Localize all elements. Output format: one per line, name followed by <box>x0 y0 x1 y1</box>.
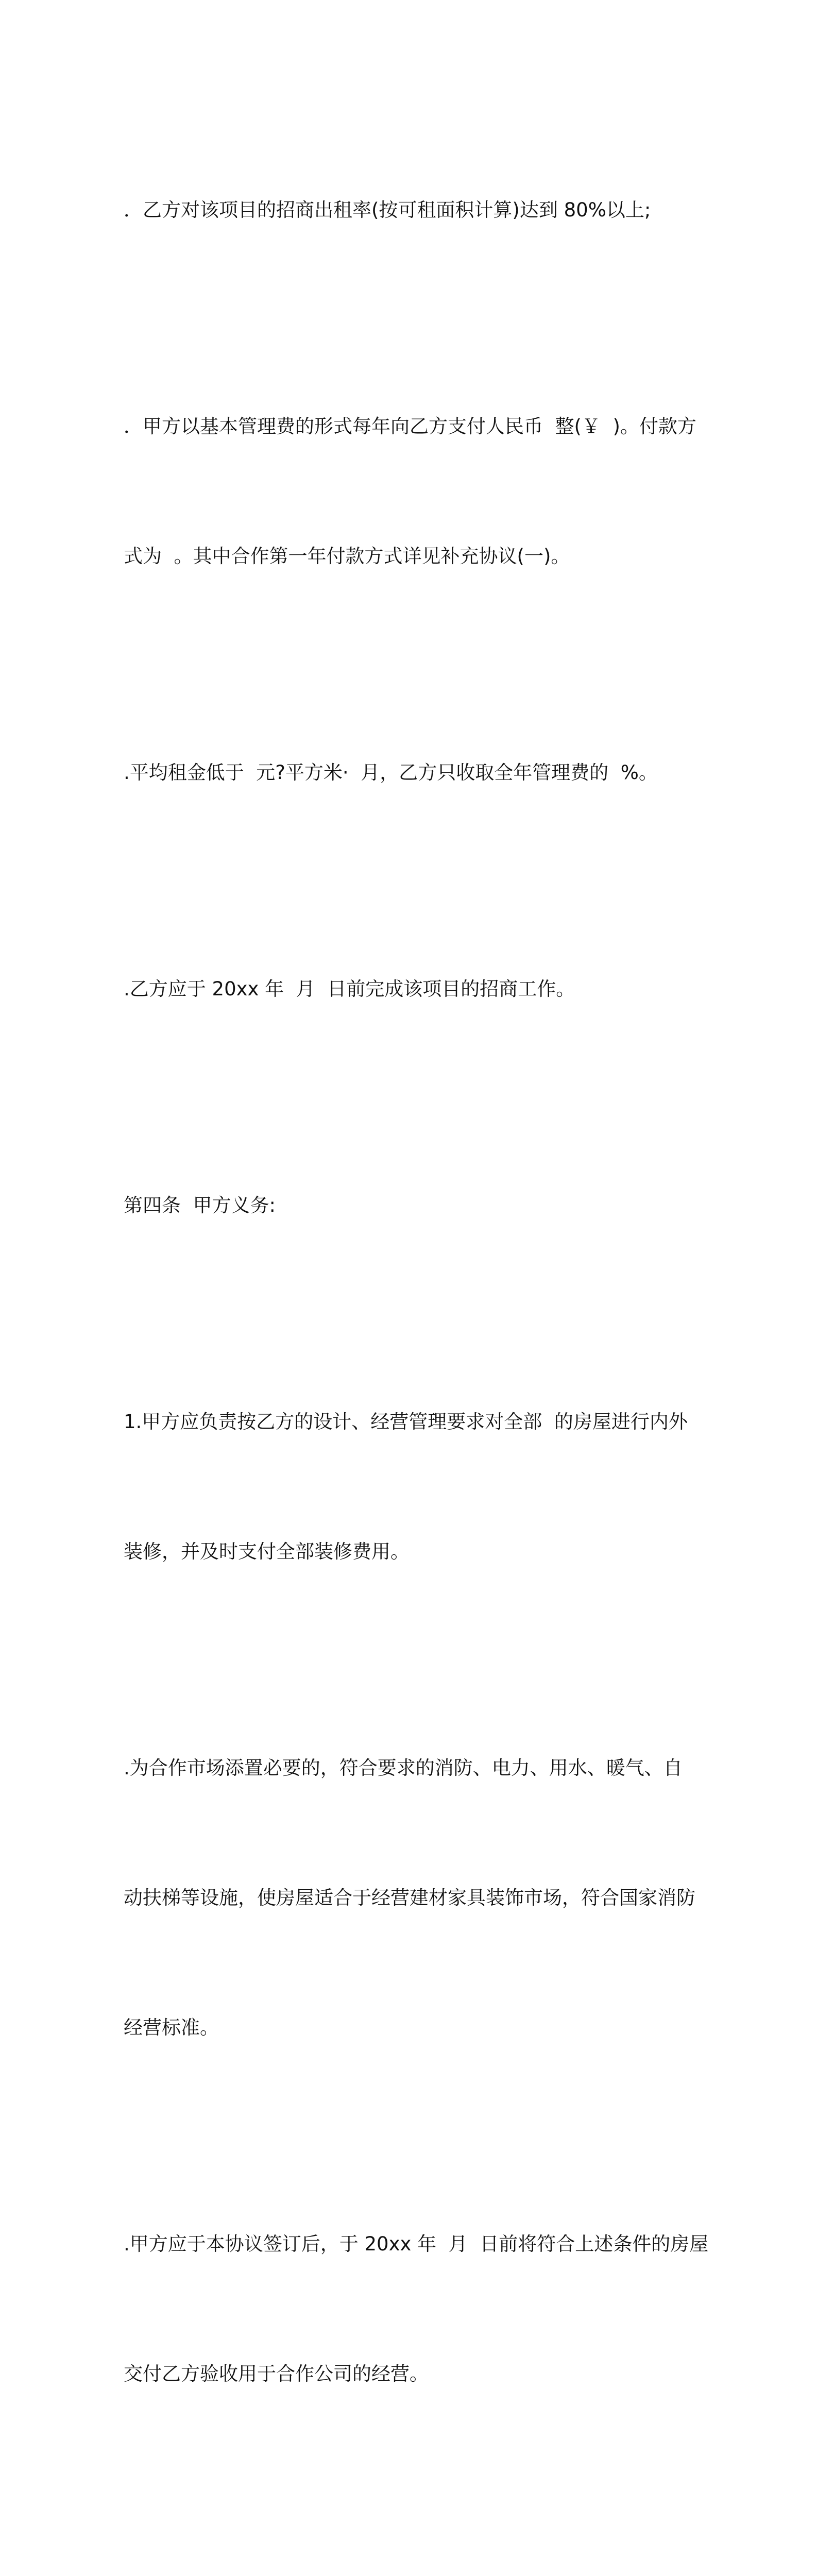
text-line: 1.甲方应负责按乙方的设计、经营管理要求对全部 的房屋进行内外 <box>124 1411 688 1433</box>
paragraph-coordination <box>124 2482 701 2576</box>
paragraph-management-fee <box>124 318 701 665</box>
paragraph-occupancy-rate <box>124 102 701 318</box>
text-line: ．甲方以基本管理费的形式每年向乙方支付人民币 整(￥ )。付款方 <box>124 415 696 437</box>
paragraph-facilities <box>124 1660 701 2136</box>
document-page <box>124 102 709 2576</box>
text-line: 式为 。其中合作第一年付款方式详见补充协议(一)。 <box>124 545 570 567</box>
text-line: 第四条 甲方义务: <box>124 1194 276 1216</box>
paragraph-renovation <box>124 1314 701 1660</box>
text-line: 装修，并及时支付全部装修费用。 <box>124 1540 410 1563</box>
text-line: .甲方应于本协议签订后，于 20xx 年 月 日前将符合上述条件的房屋 <box>124 2233 709 2255</box>
paragraph-average-rent <box>124 665 701 881</box>
article-four-heading <box>124 1097 701 1314</box>
text-line: 动扶梯等设施，使房屋适合于经营建材家具装饰市场，符合国家消防 <box>124 1887 695 1909</box>
text-line: ．乙方对该项目的招商出租率(按可租面积计算)达到 80%以上; <box>124 199 651 221</box>
text-line: .乙方应于 20xx 年 月 日前完成该项目的招商工作。 <box>124 978 575 1000</box>
paragraph-handover <box>124 2136 709 2482</box>
text-line: .平均租金低于 元?平方米· 月，乙方只收取全年管理费的 %。 <box>124 761 658 784</box>
text-line <box>124 2569 701 2576</box>
text-line: 交付乙方验收用于合作公司的经营。 <box>124 2363 429 2385</box>
text-line: .为合作市场添置必要的，符合要求的消防、电力、用水、暖气、自 <box>124 1757 683 1779</box>
text-line: 经营标准。 <box>124 2016 219 2039</box>
paragraph-leasing-deadline <box>124 881 701 1097</box>
